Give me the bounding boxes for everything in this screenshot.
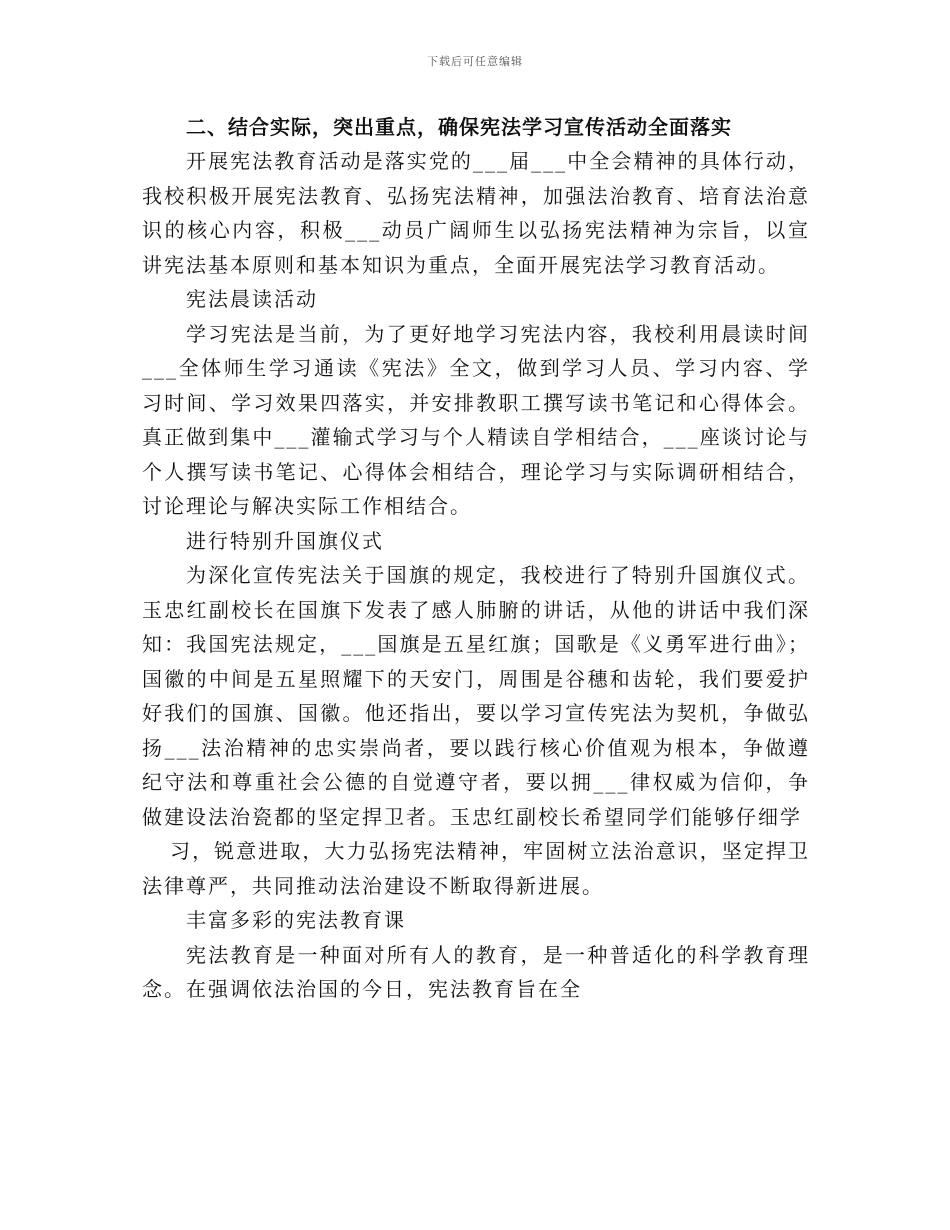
page-header-note: 下载后可任意编辑	[427, 55, 523, 68]
paragraph-education-class: 宪法教育是一种面对所有人的教育，是一种普适化的科学教育理念。在强调依法治国的今日，宪法教育旨在全	[142, 942, 810, 1001]
paragraph-intro: 开展宪法教育活动是落实党的___届___中全会精神的具体行动，我校积极开展宪法教育、弘扬宪法精神，加强法治教育、培育法治意识的核心内容，积极___动员广阔师生以弘扬宪法精神为宗旨，以宣讲宪法基本原则和基本知识为重点，全面开展宪法学习教育活动。	[142, 149, 810, 277]
subtitle-education-class: 丰富多彩的宪法教育课	[186, 908, 406, 932]
paragraph-flag-ceremony-continued: 习，锐意进取，大力弘扬宪法精神，牢固树立法治意识，坚定捍卫法律尊严，共同推动法治建设不断取得新进展。	[142, 839, 810, 898]
subtitle-morning-reading: 宪法晨读活动	[186, 287, 318, 311]
paragraph-morning-reading: 学习宪法是当前，为了更好地学习宪法内容，我校利用晨读时间___全体师生学习通读《宪法》全文，做到学习人员、学习内容、学习时间、学习效果四落实，并安排教职工撰写读书笔记和心得体会。真正做到集中___灌输式学习与个人精读自学相结合，___座谈讨论与个人撰写读书笔记、心得体会相结合，理论学习与实际调研相结合，讨论理论与解决实际工作相结合。	[142, 321, 810, 518]
paragraph-flag-ceremony: 为深化宣传宪法关于国旗的规定，我校进行了特别升国旗仪式。玉忠红副校长在国旗下发表了感人肺腑的讲话，从他的讲话中我们深知：我国宪法规定，___国旗是五星红旗；国歌是《义勇军进行曲》；国徽的中间是五星照耀下的天安门，周围是谷穗和齿轮，我们要爱护好我们的国旗、国徽。他还指出，要以学习宣传宪法为契机，争做弘扬___法治精神的忠实崇尚者，要以践行核心价值观为根本，争做遵纪守法和尊重社会公德的自觉遵守者，要以拥___律权威为信仰，争做建设法治瓷都的坚定捍卫者。玉忠红副校长希望同学们能够仔细学	[142, 563, 810, 829]
subtitle-flag-ceremony: 进行特别升国旗仪式	[186, 528, 384, 553]
section-heading: 二、结合实际，突出重点，确保宪法学习宣传活动全面落实	[186, 115, 732, 139]
document-body	[142, 110, 810, 1007]
